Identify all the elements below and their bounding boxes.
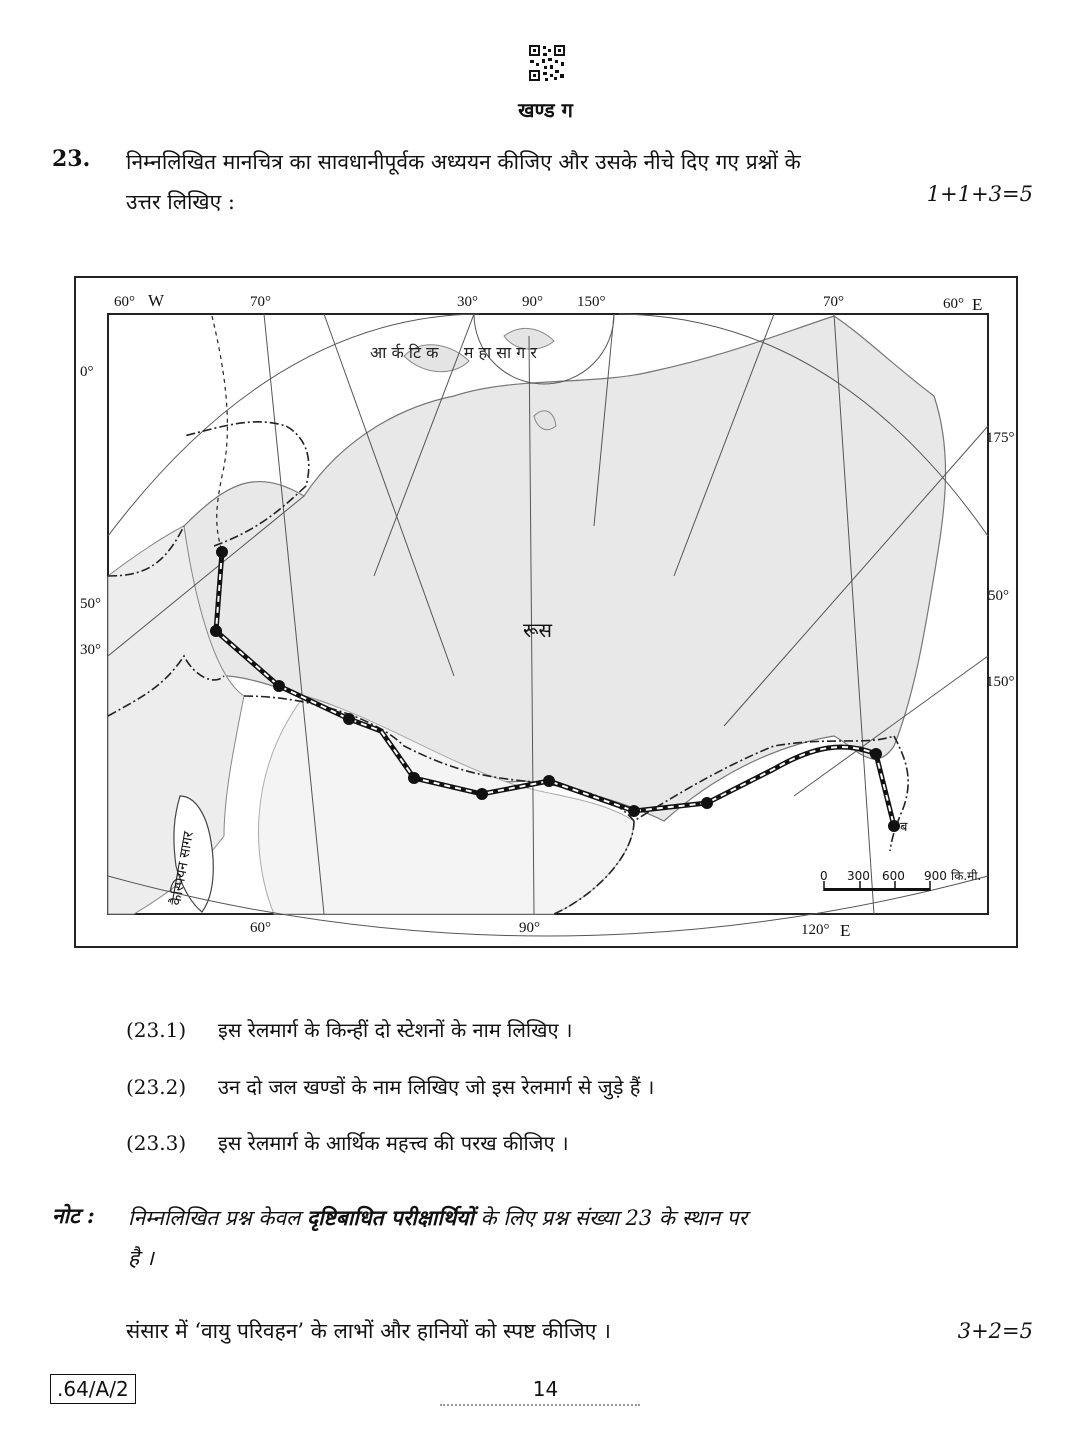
subquestion-text: इस रेलमार्ग के आर्थिक महत्त्व की परख कीजिए ।: [218, 1131, 569, 1155]
map-label: 30°: [80, 642, 101, 658]
question-number: 23.: [52, 146, 91, 172]
subquestion-3: [126, 1129, 569, 1156]
map-label: E: [972, 295, 983, 314]
alternative-question-marks: 3+2=5: [957, 1319, 1033, 1343]
scale-tick: 0: [820, 869, 828, 883]
station-dot: [216, 546, 228, 558]
subquestion-number: (23.3): [126, 1131, 187, 1155]
station-dot: [273, 680, 285, 692]
note-text-bold: दृष्टिबाधित परीक्षार्थियों: [306, 1205, 474, 1230]
question-marks: 1+1+3=5: [926, 182, 1033, 206]
map-label: 60°: [250, 920, 271, 936]
note-text: [128, 1198, 1000, 1278]
map-label: W: [148, 291, 165, 310]
note-text-before: निम्नलिखित प्रश्न केवल: [128, 1206, 301, 1230]
map-label: E: [840, 921, 851, 940]
map-label: 50°: [80, 596, 101, 612]
question-line-1: निम्नलिखित मानचित्र का सावधानीपूर्वक अध्ययन कीजिए और उसके नीचे दिए गए प्रश्नों के: [126, 150, 801, 174]
map-label: 0°: [80, 364, 94, 380]
russia-railway-map: [74, 276, 1018, 948]
arctic-ocean-label: आ र्क टि क म हा सा ग र: [370, 343, 537, 362]
station-dot: [888, 820, 900, 832]
subquestion-text: इस रेलमार्ग के किन्हीं दो स्टेशनों के नाम लिखिए ।: [218, 1018, 573, 1042]
station-dot: [543, 775, 555, 787]
scale-tick: 600: [882, 869, 905, 883]
paper-code: .64/A/2: [50, 1374, 136, 1404]
map-label: 175°: [986, 430, 1015, 446]
station-dot: [408, 772, 420, 784]
note-label: नोट :: [52, 1203, 95, 1228]
station-dot: [701, 797, 713, 809]
station-dot: [476, 788, 488, 800]
subquestion-2: [126, 1073, 654, 1100]
footer-divider: [440, 1404, 640, 1406]
map-label: 90°: [519, 920, 540, 936]
map-label: 60°: [943, 296, 964, 312]
scale-tick: 900: [924, 869, 947, 883]
map-label: 60°: [114, 294, 135, 310]
caspian-sea-label: कैस्पियन सागर: [168, 830, 197, 907]
map-label: 70°: [250, 294, 271, 310]
qr-code-icon: [528, 44, 566, 82]
map-label: 90°: [522, 294, 543, 310]
station-dot: [870, 748, 882, 760]
question-text: [126, 142, 1006, 222]
page-number: 14: [532, 1377, 559, 1401]
map-label: 50°: [988, 588, 1009, 604]
map-label: 70°: [823, 294, 844, 310]
station-dot: [210, 625, 222, 637]
map-label: 30°: [457, 294, 478, 310]
question-line-2: उत्तर लिखिए :: [126, 190, 235, 214]
subquestion-text: उन दो जल खण्डों के नाम लिखिए जो इस रेलमार्ग से जुड़े हैं ।: [218, 1075, 655, 1099]
station-dot: [343, 713, 355, 725]
route-end-label: ब: [900, 820, 908, 835]
scale-tick: 300: [847, 869, 870, 883]
subquestion-number: (23.2): [126, 1075, 187, 1099]
station-dot: [628, 805, 640, 817]
map-label: 150°: [577, 294, 606, 310]
scale-unit: कि.मी.: [951, 869, 982, 883]
subquestion-number: (23.1): [126, 1018, 187, 1042]
note-text-after: के लिए प्रश्न संख्या 23 के स्थान पर: [480, 1206, 748, 1230]
note-line-2: है ।: [128, 1246, 154, 1270]
section-title: खण्ड ग: [518, 98, 573, 122]
alternative-question: संसार में ‘वायु परिवहन’ के लाभों और हानियों को स्पष्ट कीजिए ।: [126, 1319, 611, 1343]
russia-label: रूस: [523, 618, 553, 642]
subquestion-1: [126, 1016, 572, 1043]
map-label: 150°: [986, 674, 1015, 690]
map-label: 120°: [801, 922, 830, 938]
